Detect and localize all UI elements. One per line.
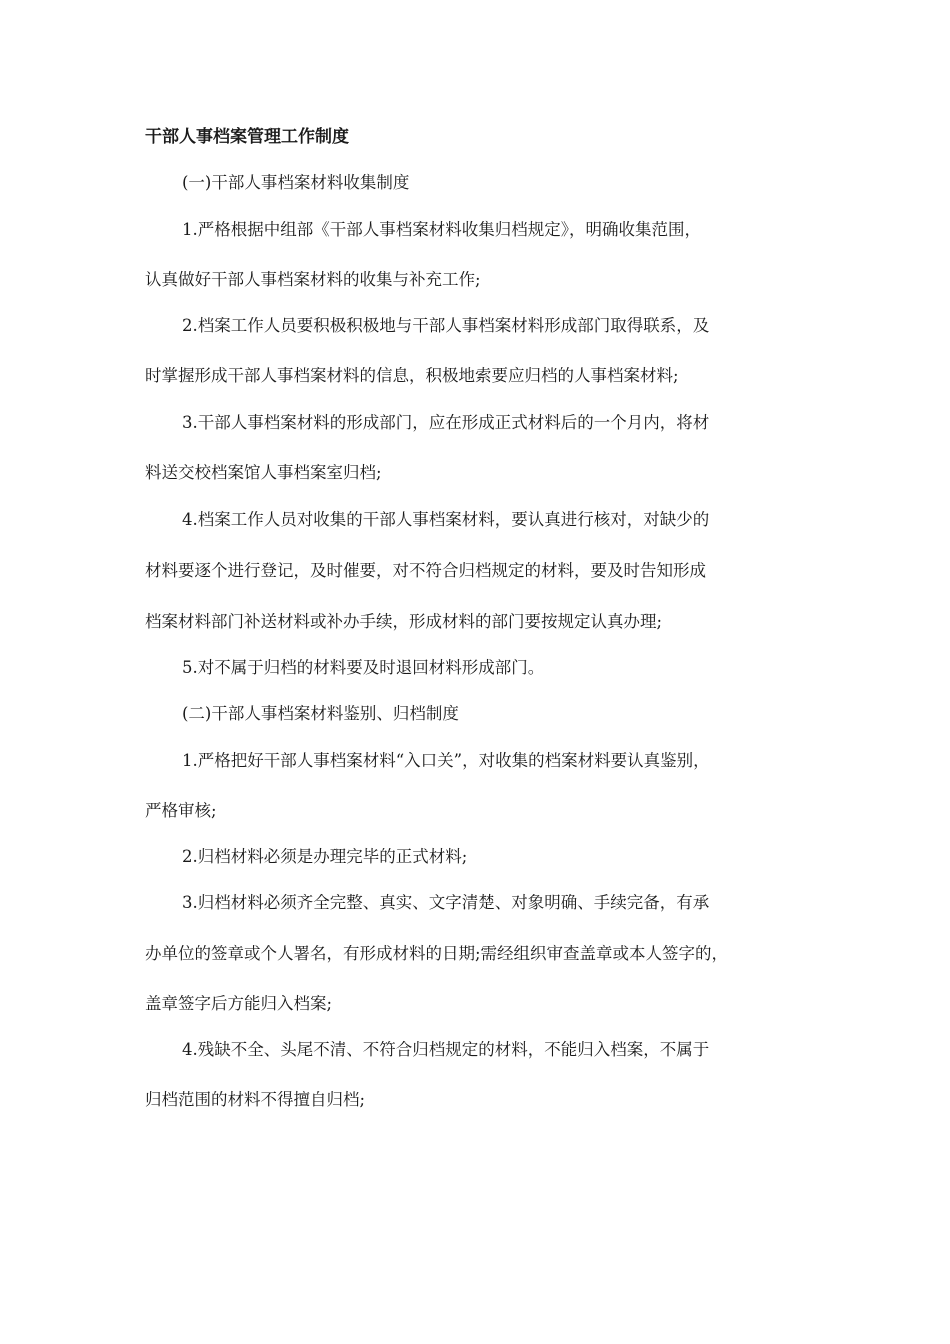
paragraph-line: 料送交校档案馆人事档案室归档; bbox=[145, 463, 382, 482]
paragraph-line: 严格审核; bbox=[145, 801, 217, 820]
paragraph-line: 认真做好干部人事档案材料的收集与补充工作; bbox=[145, 270, 481, 289]
paragraph-line: 4.残缺不全、头尾不清、不符合归档规定的材料，不能归入档案，不属于 bbox=[182, 1040, 710, 1059]
paragraph-line: 归档范围的材料不得擅自归档; bbox=[145, 1090, 366, 1109]
paragraph-line: 2.归档材料必须是办理完毕的正式材料; bbox=[182, 847, 468, 866]
paragraph-line: 5.对不属于归档的材料要及时退回材料形成部门。 bbox=[182, 658, 545, 677]
paragraph-line: 办单位的签章或个人署名，有形成材料的日期;需经组织审查盖章或本人签字的， bbox=[145, 944, 729, 963]
section-heading-2: (二)干部人事档案材料鉴别、归档制度 bbox=[182, 704, 459, 723]
paragraph-line: 材料要逐个进行登记，及时催要，对不符合归档规定的材料，要及时告知形成 bbox=[145, 561, 706, 580]
paragraph-line: 盖章签字后方能归入档案; bbox=[145, 994, 333, 1013]
paragraph-line: 时掌握形成干部人事档案材料的信息，积极地索要应归档的人事档案材料; bbox=[145, 366, 679, 385]
paragraph-line: 档案材料部门补送材料或补办手续，形成材料的部门要按规定认真办理; bbox=[145, 612, 663, 631]
paragraph-line: 3.干部人事档案材料的形成部门，应在形成正式材料后的一个月内，将材 bbox=[182, 413, 710, 432]
paragraph-line: 1.严格把好干部人事档案材料“入口关”，对收集的档案材料要认真鉴别， bbox=[182, 751, 710, 770]
paragraph-line: 2.档案工作人员要积极积极地与干部人事档案材料形成部门取得联系，及 bbox=[182, 316, 710, 335]
document-title: 干部人事档案管理工作制度 bbox=[145, 127, 349, 147]
paragraph-line: 4.档案工作人员对收集的干部人事档案材料，要认真进行核对，对缺少的 bbox=[182, 510, 710, 529]
section-heading-1: (一)干部人事档案材料收集制度 bbox=[182, 173, 410, 192]
paragraph-line: 3.归档材料必须齐全完整、真实、文字清楚、对象明确、手续完备，有承 bbox=[182, 893, 710, 912]
paragraph-line: 1.严格根据中组部《干部人事档案材料收集归档规定》，明确收集范围， bbox=[182, 220, 701, 239]
